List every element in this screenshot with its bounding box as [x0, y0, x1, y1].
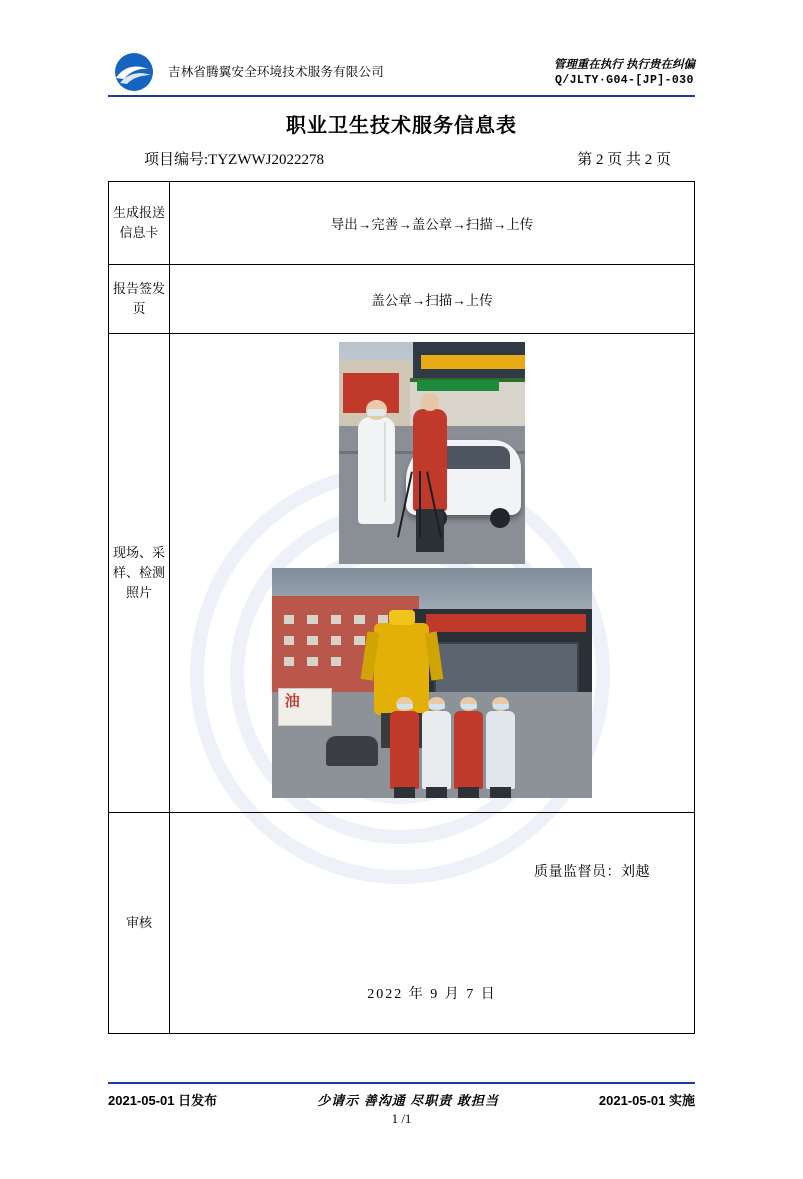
row-label-report-signoff: 报告签发页 [109, 265, 170, 334]
photo-list [170, 342, 694, 798]
document-header [108, 44, 695, 97]
row-value-audit [170, 813, 695, 1034]
audit-content [178, 823, 686, 1023]
row-label-audit: 审核 [109, 813, 170, 1034]
page-indicator: 第 2 页 共 2 页 [577, 152, 671, 168]
project-number: 项目编号:TYZWWJ2022278 [144, 152, 324, 168]
wave-logo-icon [108, 52, 160, 92]
document-page [0, 44, 803, 1179]
info-table [108, 181, 695, 1034]
company-name: 吉林省腾翼安全环境技术服务有限公司 [168, 65, 384, 79]
fuel-station-sampling-photo [339, 342, 525, 564]
row-label-generate-card: 生成报送信息卡 [109, 182, 170, 265]
row-value-report-signoff: 盖公章→扫描→上传 [170, 265, 695, 334]
page-title: 职业卫生技术服务信息表 [286, 115, 517, 137]
table-row [109, 182, 695, 265]
subline [108, 148, 695, 169]
footer-page-number: 1 /1 [391, 1111, 412, 1126]
row-value-site-photos [170, 334, 695, 813]
table-row [109, 334, 695, 813]
row-label-site-photos: 现场、采样、检测照片 [109, 334, 170, 813]
table-row [109, 265, 695, 334]
footer-issue-date: 2021-05-01 日发布 [108, 1093, 218, 1108]
footer-effective-date: 2021-05-01 实施 [598, 1093, 695, 1108]
table-row [109, 813, 695, 1034]
header-left [108, 52, 384, 92]
header-right [554, 57, 695, 92]
audit-date: 2022 年 9 月 7 日 [367, 987, 497, 1002]
header-slogan: 管理重在执行 执行贵在纠偏 [553, 58, 695, 71]
group-photo-at-station: 油 [272, 568, 592, 798]
document-code: Q/JLTY·G04-[JP]-030 [555, 74, 694, 88]
quality-supervisor: 质量监督员：刘越 [534, 865, 650, 880]
row-value-generate-card: 导出→完善→盖公章→扫描→上传 [170, 182, 695, 265]
footer-slogan: 少请示 善沟通 尽职责 敢担当 [317, 1093, 499, 1108]
document-footer [108, 1082, 695, 1127]
